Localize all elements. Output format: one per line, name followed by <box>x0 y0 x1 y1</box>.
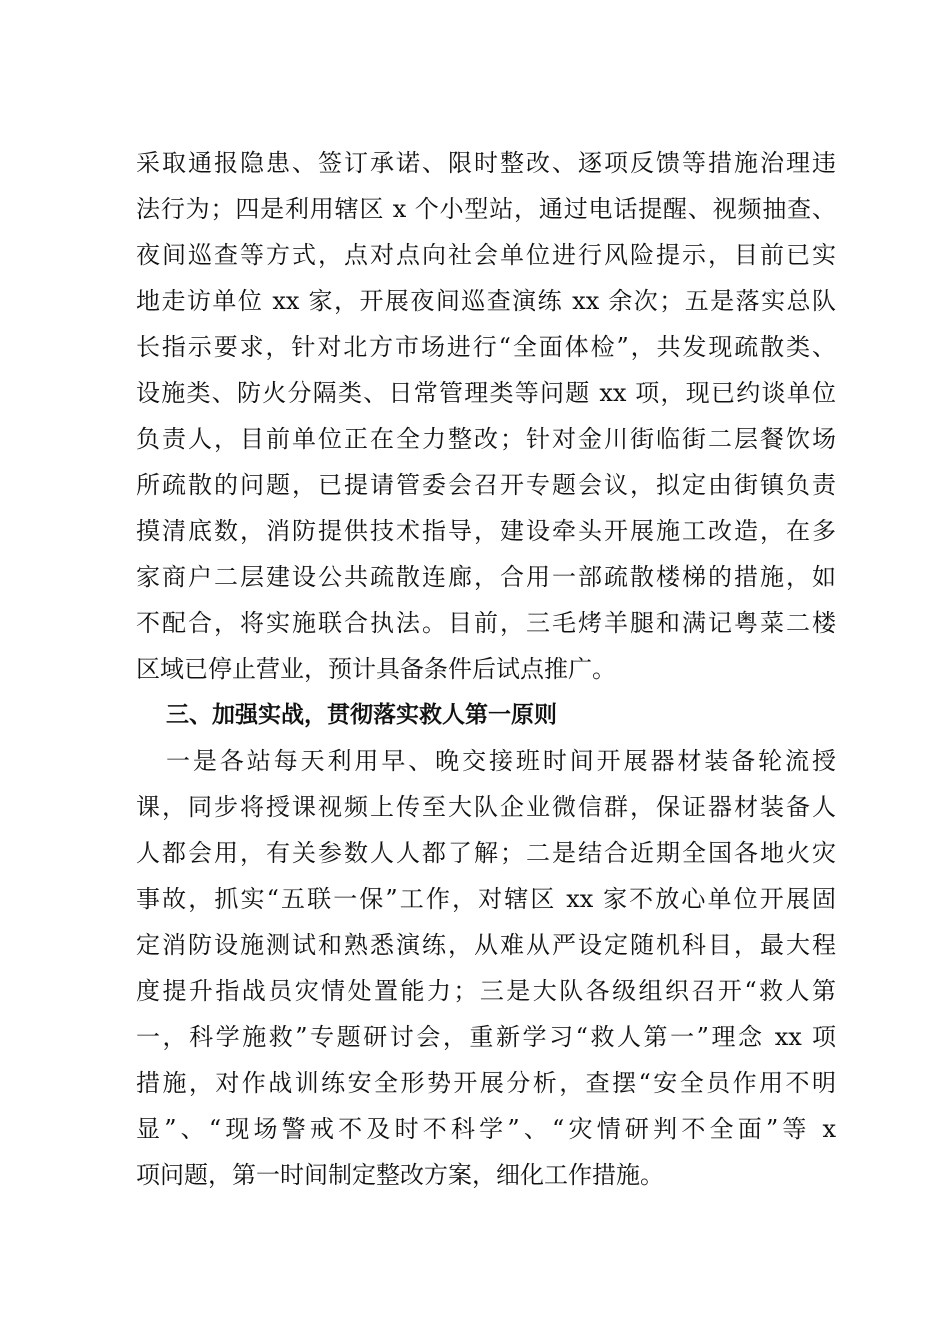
body-text-line: 区域已停止营业，预计具备条件后试点推广。 <box>136 655 616 683</box>
body-text-line: 课，同步将授课视频上传至大队企业微信群，保证器材装备人 <box>136 793 836 821</box>
body-text-line: 一，科学施救”专题研讨会，重新学习“救人第一”理念 xx 项 <box>136 1023 836 1051</box>
body-text-line: 显”、“现场警戒不及时不科学”、“灾情研判不全面”等 x <box>136 1115 836 1143</box>
body-text-line: 采取通报隐患、签订承诺、限时整改、逐项反馈等措施治理违 <box>136 149 836 177</box>
body-text-line: 法行为；四是利用辖区 x 个小型站，通过电话提醒、视频抽查、 <box>136 195 836 223</box>
body-text-line: 设施类、防火分隔类、日常管理类等问题 xx 项，现已约谈单位 <box>136 379 836 407</box>
body-text-line: 所疏散的问题，已提请管委会召开专题会议，拟定由街镇负责 <box>136 471 836 499</box>
body-text-line: 一是各站每天利用早、晚交接班时间开展器材装备轮流授 <box>166 747 836 775</box>
body-text-line: 人都会用，有关参数人人都了解；二是结合近期全国各地火灾 <box>136 839 836 867</box>
body-text-line: 地走访单位 xx 家，开展夜间巡查演练 xx 余次；五是落实总队 <box>136 287 836 315</box>
body-text-line: 度提升指战员灾情处置能力；三是大队各级组织召开“救人第 <box>136 977 836 1005</box>
body-text-line: 不配合，将实施联合执法。目前，三毛烤羊腿和满记粤菜二楼 <box>136 609 836 637</box>
body-text-line: 事故，抓实“五联一保”工作，对辖区 xx 家不放心单位开展固 <box>136 885 836 913</box>
body-text-line: 项问题，第一时间制定整改方案，细化工作措施。 <box>136 1161 664 1189</box>
section-heading: 三、加强实战，贯彻落实救人第一原则 <box>166 702 557 728</box>
body-text-line: 夜间巡查等方式，点对点向社会单位进行风险提示，目前已实 <box>136 241 836 269</box>
body-text-line: 家商户二层建设公共疏散连廊，合用一部疏散楼梯的措施，如 <box>136 563 836 591</box>
body-text-line: 措施，对作战训练安全形势开展分析，查摆“安全员作用不明 <box>136 1069 836 1097</box>
body-text-line: 长指示要求，针对北方市场进行“全面体检”，共发现疏散类、 <box>136 333 836 361</box>
body-text-line: 摸清底数，消防提供技术指导，建设牵头开展施工改造，在多 <box>136 517 836 545</box>
body-text-line: 定消防设施测试和熟悉演练，从难从严设定随机科目，最大程 <box>136 931 836 959</box>
body-text-line: 负责人，目前单位正在全力整改；针对金川街临街二层餐饮场 <box>136 425 836 453</box>
